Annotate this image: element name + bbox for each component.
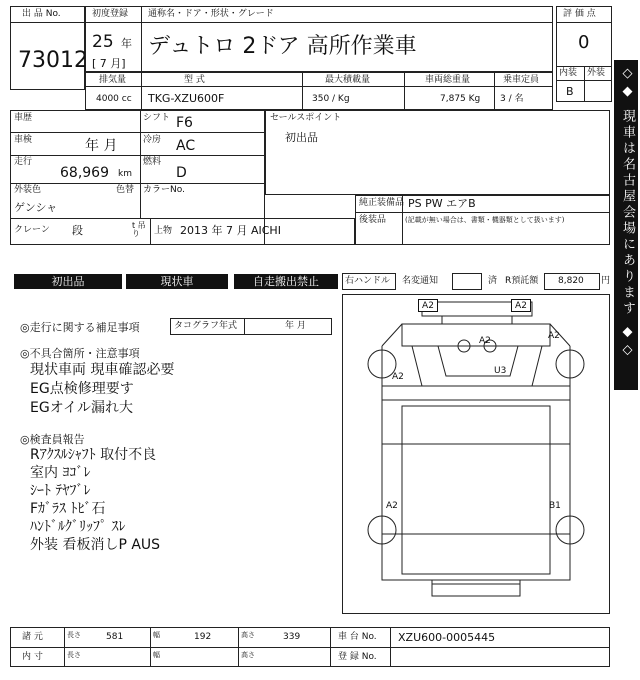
lot-label: 出 品 No.	[22, 9, 61, 19]
lot-number: 73012	[18, 48, 88, 73]
damage-mark: A2	[392, 372, 404, 382]
history-label: 車歴	[14, 113, 33, 123]
mileage-value: 68,969	[60, 165, 109, 181]
interior-value: B	[566, 85, 574, 98]
width-value: 192	[194, 632, 212, 642]
supplement-title: ◎走行に関する補足事項	[20, 321, 140, 334]
length-label: 長さ	[67, 631, 81, 639]
damage-mark: B1	[549, 501, 561, 511]
recycle-label: R預託額	[505, 276, 539, 286]
sales-label: セールスポイント	[270, 113, 342, 123]
tachograph-label: タコグラフ年式	[174, 321, 238, 331]
equipment-label: 純正装備品	[359, 198, 405, 208]
model-label: 型 式	[184, 75, 205, 85]
damage-mark: A2	[418, 299, 438, 312]
defect-item: 現状車両 現車確認必要	[30, 362, 175, 378]
model-value: TKG-XZU600F	[148, 92, 225, 105]
recycle-value: 8,820	[558, 276, 584, 286]
displacement-label: 排気量	[99, 75, 127, 85]
inspector-item: Fｶﾞﾗｽ ﾄﾋﾞ石	[30, 501, 106, 517]
fuel-value: D	[176, 165, 187, 181]
inspection-value: 年 月	[85, 138, 118, 154]
handle-value: 右ハンドル	[345, 276, 391, 286]
reg-year-unit: 年	[121, 37, 132, 50]
recycle-unit: 円	[601, 276, 611, 286]
aftermarket-note: (記載が無い場合は、書類・機器類として扱います)	[405, 216, 565, 224]
gross-label: 車両総重量	[425, 75, 471, 85]
name-change-value: 済	[488, 276, 498, 286]
first-listing-badge: 初出品	[14, 274, 122, 289]
tachograph-value: 年 月	[285, 321, 306, 331]
inspector-item: 室内 ﾖｺﾞﾚ	[30, 465, 91, 481]
mileage-unit: km	[118, 169, 132, 179]
chassis-label: 車 台 No.	[338, 632, 377, 642]
fuel-label: 燃料	[143, 157, 162, 167]
color-label: 外装色	[14, 185, 42, 195]
equipment-value: PS PW エアB	[408, 197, 476, 210]
interior-label: 内装	[559, 68, 578, 78]
rating-value: 0	[578, 32, 590, 53]
crane-label: クレーン	[14, 225, 50, 235]
capacity-label: 乗車定員	[503, 75, 540, 85]
rating-label: 評 価 点	[563, 9, 596, 19]
current-state-badge: 現状車	[126, 274, 228, 289]
truck-diagram	[342, 294, 610, 614]
shift-value: F6	[176, 115, 193, 131]
inspector-item: 外装 看板消しP AUS	[30, 537, 161, 553]
inspector-item: ﾊﾝﾄﾞﾙｸﾞﾘｯﾌﾟ ｽﾚ	[30, 519, 126, 535]
damage-mark: A2	[479, 336, 491, 346]
inspector-item: Rｱｸｽﾙｼｬﾌﾄ 取付不良	[30, 447, 157, 463]
side-banner	[614, 60, 638, 390]
no-self-drive-badge: 自走搬出禁止	[234, 274, 338, 289]
exterior-label: 外装	[587, 68, 606, 78]
shift-label: シフト	[143, 113, 171, 123]
crane-unit: t 吊り	[132, 221, 146, 238]
name-label: 通称名・ドア・形状・グレード	[148, 9, 274, 19]
reg-label: 初度登録	[92, 9, 129, 19]
chassis-value: XZU600-0005445	[398, 631, 496, 644]
reg-month: [ 7 月]	[92, 57, 126, 70]
width-label: 幅	[153, 631, 160, 639]
damage-mark: A2	[386, 501, 398, 511]
sales-point: 初出品	[285, 131, 318, 144]
ac-label: 冷房	[143, 135, 162, 145]
displacement-value: 4000 cc	[96, 94, 132, 104]
upper-value: 2013 年 7 月 AICHI	[180, 224, 281, 237]
interior-length-label: 長さ	[67, 651, 81, 659]
capacity-value: 3 / 名	[500, 94, 524, 104]
aftermarket-label: 後装品	[359, 215, 387, 225]
inspector-title: ◎検査員報告	[20, 433, 85, 446]
reg-year: 25	[92, 32, 114, 52]
inspection-label: 車検	[14, 135, 33, 145]
ac-value: AC	[176, 138, 196, 154]
color-value: ゲンシャ	[14, 201, 58, 214]
damage-mark: U3	[494, 366, 507, 376]
damage-mark: A2	[511, 299, 531, 312]
crane-value: 段	[72, 224, 83, 237]
mileage-label: 走行	[14, 157, 33, 167]
length-value: 581	[106, 632, 124, 642]
side-banner-text: ◇◆ 現車は名古屋会場にあります ◆◇	[620, 66, 635, 361]
upper-label: 上物	[154, 226, 173, 236]
name-change-label: 名変通知	[402, 276, 439, 286]
interior-dim-label: 内 寸	[22, 652, 43, 662]
vehicle-name: デュトロ 2ドア 高所作業車	[148, 34, 417, 59]
height-value: 339	[283, 632, 301, 642]
color-code-label: カラーNo.	[143, 185, 185, 195]
height-label: 高さ	[241, 631, 255, 639]
registration-label: 登 録 No.	[338, 652, 377, 662]
defects-title: ◎不具合箇所・注意事項	[20, 347, 140, 360]
max-load-value: 350 / Kg	[312, 94, 350, 104]
defect-item: EG点検修理要す	[30, 381, 134, 397]
defect-item: EGオイル漏れ大	[30, 400, 133, 416]
damage-mark: A2	[548, 331, 560, 341]
dimensions-label: 諸 元	[22, 632, 43, 642]
inspector-item: ｼｰﾄ ﾃﾔﾌﾞﾚ	[30, 483, 91, 499]
interior-height-label: 高さ	[241, 651, 255, 659]
gross-value: 7,875 Kg	[440, 94, 481, 104]
max-load-label: 最大積載量	[325, 75, 371, 85]
interior-width-label: 幅	[153, 651, 160, 659]
color-no-label: 色替	[116, 185, 135, 195]
